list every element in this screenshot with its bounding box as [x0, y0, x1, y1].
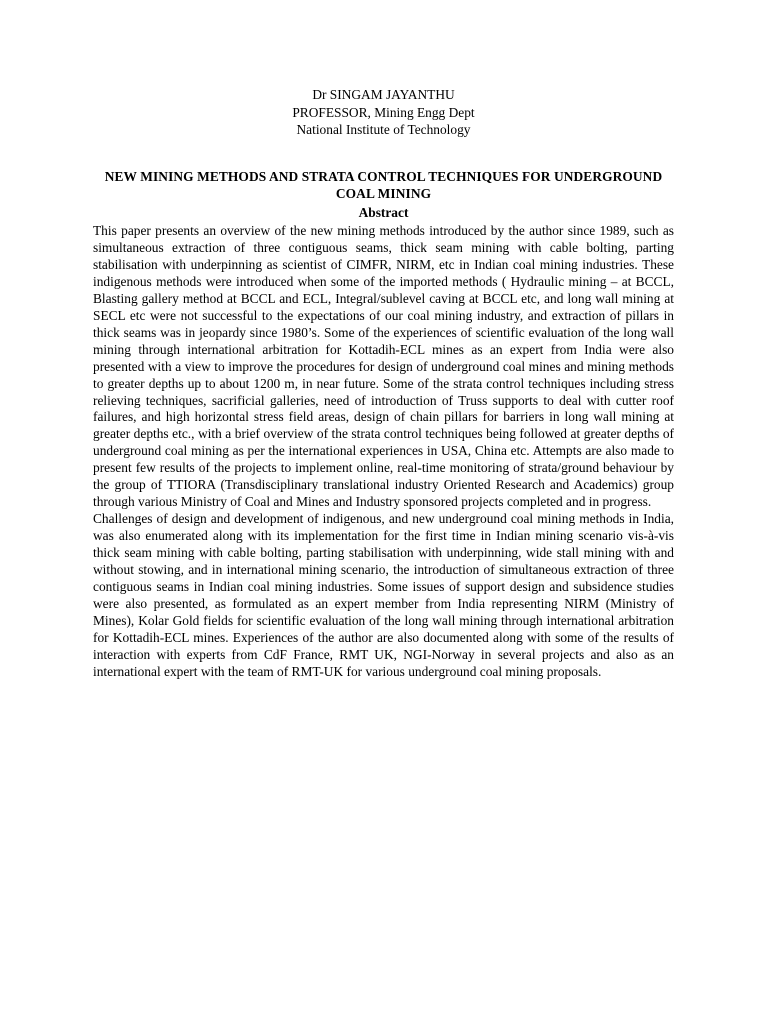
author-name: Dr SINGAM JAYANTHU	[312, 87, 455, 102]
author-position: PROFESSOR, Mining Engg Dept	[292, 104, 475, 120]
paper-title: NEW MINING METHODS AND STRATA CONTROL TECHNIQUES FOR UNDERGROUND COAL MINING	[104, 168, 663, 202]
abstract-heading: Abstract	[358, 204, 409, 220]
abstract-paragraph-1: This paper presents an overview of the new mining methods introduced by the author since 1989, such as simultaneous extraction of three contiguous seams, thick seam mining with cable bolting, parting stabilisation with underpinning as scientist of CIMFR, NIRM, etc in Indian coal mining industries. These indigenous methods were introduced when some of the imported methods ( Hydraulic mining – at BCCL, Blasting gallery method at BCCL and ECL, Integral/sublevel caving at BCCL etc, and long wall mining at SECL etc were not successful to the expectations of our coal mining industry, and extraction of pillars in thick seams was in jeopardy since 1980’s. Some of the experiences of scientific evaluation of the long wall mining through international arbitration for Kottadih-ECL mines as an expert from India were also presented with a view to improve the procedures for design of underground coal mines and mining methods to greater depths up to about 1200 m, in near future. Some of the strata control techniques including stress relieving techniques, sacrificial galleries, need of introduction of Truss supports to deal with cutter roof failures, and high horizontal stress field areas, design of chain pillars for barriers in long wall mining at greater depths etc., with a brief overview of the strata control techniques being followed at greater depths of underground coal mining as per the international experiences in USA, China etc. Attempts are also made to present few results of the projects to implement online, real-time monitoring of strata/ground behaviour by the group of TTIORA (Transdisciplinary translational industry Oriented Research and Academics) group through various Ministry of Coal and Mines and Industry sponsored projects completed and in progress.	[93, 222, 674, 510]
document-page	[93, 86, 674, 681]
abstract-paragraph-2: Challenges of design and development of indigenous, and new underground coal mining methods in India, was also enumerated along with its implementation for the first time in Indian mining scenario vis-à-vis thick seam mining with cable bolting, parting stabilisation with underpinning, wide stall mining with and without stowing, and in international mining scenario, the introduction of simultaneous extraction of three contiguous seams in Indian coal mining industries. Some issues of support design and subsidence studies were also presented, as formulated as an expert member from India representing NIRM (Ministry of Mines), Kolar Gold fields for scientific evaluation of the long wall mining through international arbitration for Kottadih-ECL mines. Experiences of the author are also documented along with some of the results of interaction with experts from CdF France, RMT UK, NGI-Norway in several projects and also as an international expert with the team of RMT-UK for various underground coal mining proposals.	[93, 511, 674, 679]
author-institution: National Institute of Technology	[296, 122, 471, 138]
author-block	[93, 86, 674, 139]
